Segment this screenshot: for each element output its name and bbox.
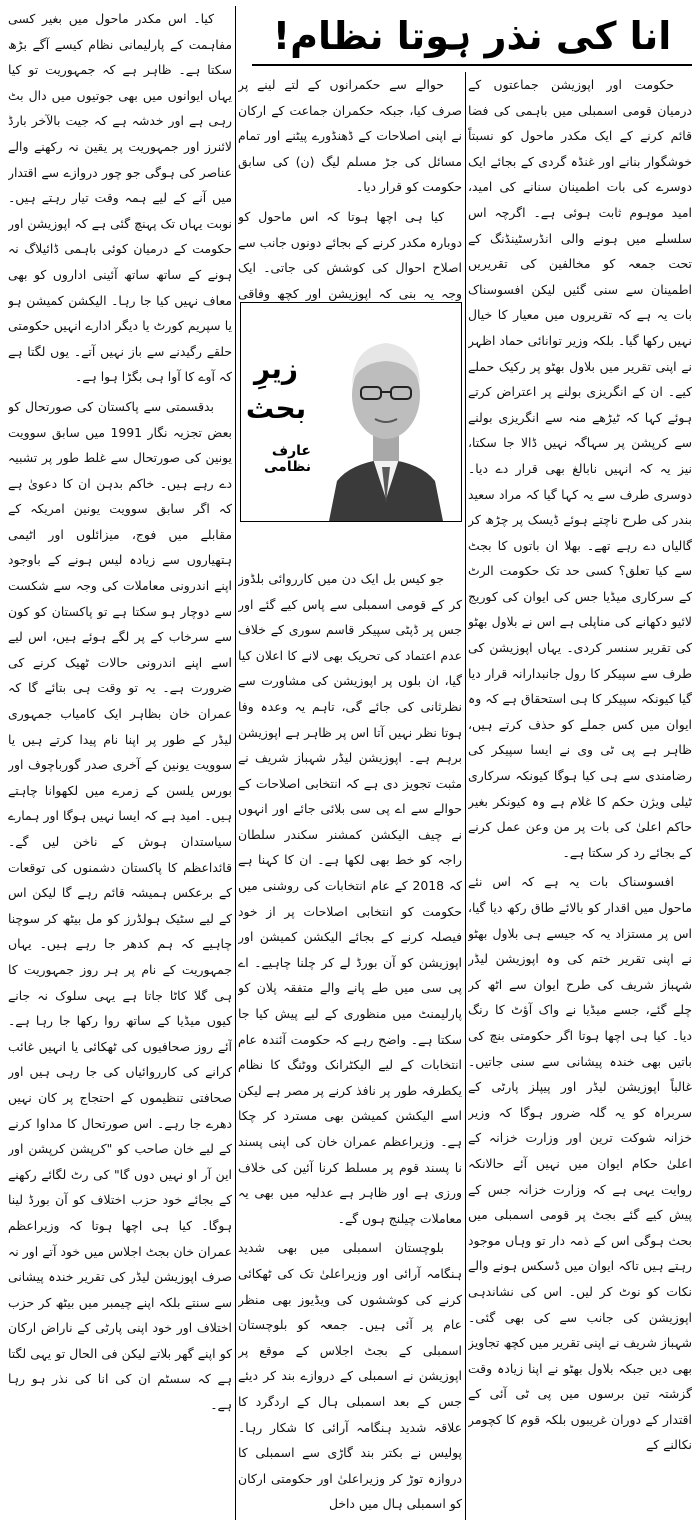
author-portrait-box: [240, 302, 462, 522]
headline-banner: [252, 8, 692, 66]
paragraph: بلوچستان اسمبلی میں بھی شدید ہنگامہ آرائی اور وزیراعلیٰ تک کی ٹھکائی کرنے کی کوششوں کی ویڈیوز بھی منظر عام پر آئی ہیں۔ جمعہ کو بلوچستان اسمبلی کے بجٹ اجلاس کے موقع پر اپوزیشن نے اسمبلی کے دروازے بند کر دیئے جس کے بعد اسمبلی ہال کے اردگرد کا علاقہ شدید ہنگامہ آرائی کا شکار رہا۔ پولیس نے بکتر بند گاڑی سے اسمبلی کا دروازہ توڑ کر وزیراعلیٰ اور حکومتی ارکان کو اسمبلی ہال میں داخل: [238, 1240, 462, 1512]
column-middle: [238, 72, 462, 1522]
column-right: [468, 72, 692, 1522]
author-photo: [311, 303, 461, 521]
column-label-line1: زیرِ: [253, 352, 299, 385]
column-divider: [465, 72, 466, 1520]
author-name: عارف نظامی: [264, 443, 311, 475]
paragraph: کیا۔ اس مکدر ماحول میں بغیر کسی مفاہمت کے پارلیمانی نظام کیسے آگے بڑھ سکتا ہے۔ ظاہر ہے کہ جمہوریت تو کیا یہاں ایوانوں میں بھی جوتیوں میں دال بٹ رہی ہے اور خدشہ ہے کہ جیت بالآخر بارڈ لائنرز اور جمہوریت پر یقین نہ رکھنے والے عناصر کی ہوگی جو چور دروازے سے اقتدار میں آنے کے لیے ہمہ وقت تیار رہتے ہیں۔ نوبت یہاں تک پہنچ گئی ہے کہ اپوزیشن اور حکومت کے درمیان کوئی باہمی ڈائیلاگ نہ ہونے کے ساتھ ساتھ آئینی اداروں کو بھی معاف نہیں کیا جا رہا۔ الیکشن کمیشن ہو یا سپریم کورٹ یا دیگر ادارے انہیں حکومتی حلقے رگیدنے سے باز نہیں آتے۔ یوں لگتا ہے کہ آوے کا آوا ہی بگڑا ہوا ہے۔: [8, 11, 232, 385]
column-label-line2: بحث: [245, 392, 307, 425]
paragraph: جو کیس بل ایک دن میں کارروائی بلڈوز کر کے قومی اسمبلی سے پاس کیے گئے اور جس پر ڈپٹی سپیکر قاسم سوری کے خلاف عدم اعتماد کی تحریک بھی لانے کا اعلان کیا گیا، ان بلوں پر اپوزیشن کی مشاورت سے نظرثانی کی جائے گی، تاہم یہ وعدہ وفا ہوتا نظر نہیں آتا اس پر ظاہر ہے اپوزیشن برہم ہے۔ اپوزیشن لیڈر شہباز شریف نے مثبت تجویز دی ہے کہ انتخابی اصلاحات کے حوالے سے اے پی سی بلائی جائے اور انہوں نے چیف الیکشن کمشنر سکندر سلطان راجہ کو خط بھی لکھا ہے۔ ان کا کہنا ہے کہ 2018 کے عام انتخابات کی روشنی میں حکومت کو انتخابی اصلاحات پر از خود فیصلہ کرنے کے بجائے الیکشن کمیشن اور اپوزیشن کو آن بورڈ لے کر چلنا چاہیے۔ اے پی سی میں طے پانے والے متفقہ پلان کو پارلیمنٹ میں منظوری کے لیے پیش کیا جا سکتا ہے۔ واضح رہے کہ حکومت آئندہ عام انتخابات کے لیے الیکٹرانک ووٹنگ کا نظام یکطرفہ طور پر نافذ کرنے پر مصر ہے لیکن اسے الیکشن کمیشن بھی مسترد کر چکا ہے۔ وزیراعظم عمران خان کی اپنی پسند نا پسند قوم پر مسلط کرنا آئین کی خلاف ورزی ہے اور ظاہر ہے عدلیہ میں بھی یہ معاملات چیلنج ہوں گے۔: [238, 570, 462, 1226]
column-left: [8, 6, 232, 1522]
headline: انا کی نذر ہوتا نظام!: [272, 14, 672, 58]
paragraph: حوالے سے حکمرانوں کے لتے لینے پر صرف کیا، جبکہ حکمران جماعت کے ارکان نے اپنی اصلاحات کے ڈھنڈورے پیٹنے اور تمام مسائل کی جڑ مسلم لیگ (ن) کی سابق حکومت کو قرار دیا۔: [238, 77, 462, 195]
paragraph: بدقسمتی سے پاکستان کی صورتحال کو بعض تجزیہ نگار 1991 میں سابق سوویت یونین کی صورتحال سے غلط طور پر تشبیہ دے رہے ہیں۔ خاکم بدہن ان کا دعویٰ ہے کہ اگر سابق سوویت یونین امریکہ کے مقابلے میں فوج، میزائلوں اور اٹیمی ہتھیاروں سے زیادہ لیس ہونے کے باوجود اپنے اندرونی معاملات کی وجہ سے شکست سے دوچار ہو سکتا ہے تو پاکستان کو کون سے سرخاب کے پر لگے ہوئے ہیں، اس لیے اسے اپنے اندرونی حالات ٹھیک کرنے کی ضرورت ہے۔ یہ تو وقت ہی بتائے گا کہ عمران خان بظاہر ایک کامیاب جمہوری لیڈر کے طور پر اپنا نام پیدا کرتے ہیں یا سوویت یونین کے آخری صدر گورباچوف اور بورس یلسن کے زمرے میں لکھوانا چاہتے ہیں۔ امید ہے کہ ایسا نہیں ہوگا اور ہمارے سیاستدان ہوش کے ناخن لیں گے۔ قائداعظم کا پاکستان دشمنوں کی توقعات کے برعکس ہمیشہ قائم رہے گا لیکن اس کے لیے سٹیک ہولڈرز کو مل بیٹھ کر سوچنا چاہیے کہ ہم کدھر جا رہے ہیں۔ یہاں جمہوریت کے نام پر ہر روز جمہوریت کا ہی گلا کاٹا جاتا ہے یہی سلوک نہ جانے کیوں میڈیا کے ساتھ روا رکھا جا رہا ہے۔ آئے روز صحافیوں کی ٹھکائی یا انہیں غائب کرانے کی کارروائیاں کی جا رہی ہیں اور صحافتی تنظیموں کے احتجاج پر کان نہیں دھرے جا رہے۔ اس صورتحال کا مداوا کرنے کے لیے خان صاحب کو "کرپشن کرپشن اور این آر او نہیں دوں گا" کی رٹ لگائے رکھنے کے بجائے خود حزب اختلاف کو آن بورڈ لینا ہوگا۔ کیا ہی اچھا ہوتا کہ وزیراعظم عمران خان بجٹ اجلاس میں خود آتے اور نہ صرف اپوزیشن لیڈر کی تقریر خندہ پیشانی سے سنتے بلکہ اپنے چیمبر میں بیٹھ کر حزب اختلاف اور خود اپنی پارٹی کے ناراض ارکان کو اپنے گھر بلاتے لیکن فی الحال تو یہی لگتا ہے کہ سسٹم ان کی انا کی نذر ہو رہا ہے۔: [8, 398, 232, 1413]
column-divider: [235, 6, 236, 1520]
paragraph: حکومت اور اپوزیشن جماعتوں کے درمیان قومی اسمبلی میں باہمی کی فضا قائم کرنے کے ایک مکدر ماحول کو نسبتاً خوشگوار بنانے اور غنڈہ گردی کے بجائے ایک دوسرے کی بات اطمینان سنانے کی امید، امید موہوم ثابت ہوئی ہے۔ اگرچہ اس سلسلے میں ہونے والی انڈرسٹینڈنگ کے تحت جمعہ کو مخالفین کی تقریریں اطمینان سے سنی گئیں لیکن افسوسناک بات یہ ہے کہ تقریروں میں معیار کا خیال نہیں رکھا گیا۔ بلکہ وزیر توانائی حماد اظہر نے اپنی تقریر میں بلاول بھٹو پر رکیک حملے کیے۔ ان کے انگریزی بولنے پر اعتراض کرتے ہوئے کہا کہ ٹیڑھے منہ سے انگریزی بولنے سے کرپشن پر سہاگہ نہیں ڈالا جا سکتا، نیز یہ کہ انہیں نابالغ بھی قرار دے دیا۔ دوسری طرف سے یہ کہا گیا کہ مراد سعید بندر کی طرح ناچتے ہوئے ڈیسک پر چڑھ کر گالیاں دے رہے تھے۔ بھلا ان باتوں کا بجٹ سے کیا تعلق؟ کسی حد تک حکومت الرٹ کے سرکاری میڈیا جس کی ایوان کی کوریج لائیو دکھانے کی مناپلی ہے اس نے بلاول بھٹو کی تقریر سنسر کردی۔ یہاں اپوزیشن کی طرف سے سپیکر کا رول جانبدارانہ قرار دیا گیا کیونکہ سپیکر کا ہی استحقاق ہے کہ وہ ایوان میں کس جملے کو حذف کرتے ہیں، ظاہر ہے پی ٹی وی نے ایسا سپیکر کی رضامندی سے ہی کیا ہوگا کیونکہ سرکاری ٹیلی ویژن حکم کا غلام ہے وہ کیونکر بغیر حاکم اعلیٰ کی بات پر من وعن عمل کرنے کے بجائے رد کر سکتا ہے۔: [468, 77, 692, 860]
column-label: [241, 303, 311, 521]
paragraph: افسوسناک بات یہ ہے کہ اس نئے ماحول میں اقدار کو بالائے طاق رکھ دیا گیا، اس پر مستزاد یہ کہ جیسے ہی بلاول بھٹو نے اپنی تقریر ختم کی وہ اپوزیشن لیڈر شہباز شریف کی طرح ایوان سے اٹھ کر چلے گئے، جسے میڈیا نے واک آؤٹ کا رنگ دیا۔ کیا ہی اچھا ہوتا اگر حکومتی بنچ کی باتیں بھی خندہ پیشانی سے سنی جاتیں۔ غالباً اپوزیشن لیڈر اور پیپلز پارٹی کے سربراہ کو یہ گلہ ضرور ہوگا کہ وزیر خزانہ شوکت ترین اور وزارت خزانہ کے اعلیٰ حکام ایوان میں نہیں آئے حالانکہ روایت یہی ہے کہ وزارت خزانہ جس کے پیش کیے گئے بجٹ پر قومی اسمبلی میں بحث ہوگی اس کے ذمہ دار تو وہاں موجود رہتے ہیں تاکہ ایوان میں ڈسکس ہونے والے نکات کو نوٹ کر لیں۔ اس کی نشاندہی اپوزیشن کی جانب سے کی بھی گئی۔ شہباز شریف نے اپنی تقریر میں کچھ تجاویز بھی دیں جبکہ بلاول بھٹو نے اپنا زیادہ وقت گزشتہ تین برسوں میں پی ٹی آئی کے اقتدار کے دوران غریبوں بلکہ قوم کا کچومر نکالنے کے: [468, 874, 692, 1453]
paragraph: کیا ہی اچھا ہوتا کہ اس ماحول کو دوبارہ مکدر کرنے کے بجائے دونوں جانب سے اصلاح احوال کی کوشش کی جاتی۔ ایک وجہ یہ بنی کہ اپوزیشن اور کچھ وفاقی: [238, 208, 462, 301]
